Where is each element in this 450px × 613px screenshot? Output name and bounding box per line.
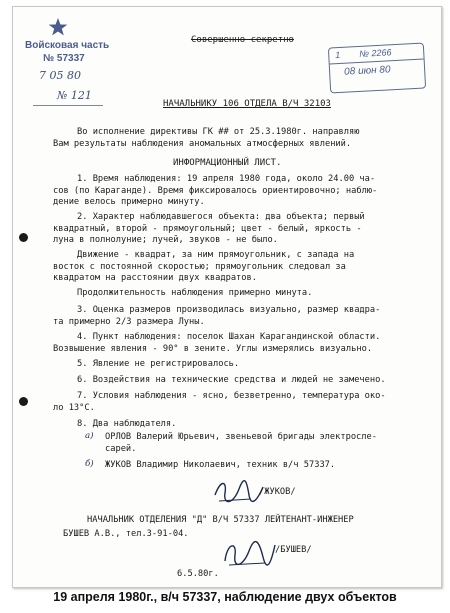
registration-line2: № 2266 <box>358 47 392 59</box>
observer-b: ЖУКОВ Владимир Николаевич, техник в/ч 57337. <box>105 460 336 470</box>
chief-line-1: НАЧАЛЬНИК ОТДЕЛЕНИЯ "Д" В/Ч 57337 ЛЕЙТЕНАНТ-ИНЖЕНЕР <box>87 515 354 525</box>
paragraph-4: 4. Пункт наблюдения: поселок Шахан Карагандинской области. Возвышение явления - 90° в зените. Углы измерялись визуально. <box>53 332 381 354</box>
signature-bushev <box>219 535 277 571</box>
registration-divider <box>330 59 424 65</box>
registration-stamp <box>328 43 426 94</box>
chief-line-2: БУШЕВ А.В., тел.3-91-04. <box>63 529 189 539</box>
paragraph-7: 7. Условия наблюдения - ясно, безветренно, температура око- ло 13°С. <box>53 391 386 413</box>
signature-name-2: /БУШЕВ/ <box>275 545 312 555</box>
stamp-underline <box>33 105 103 106</box>
paragraph-movement: Движение - квадрат, за ним прямоугольник, с запада на восток с постоянной скоростью; прямоугольник следовал за квадратом на расстоянии двух квадратов. <box>53 250 355 284</box>
observer-mark-a: а) <box>85 431 94 441</box>
paragraph-5: 5. Явление не регистрировалось. <box>77 359 240 369</box>
paragraph-6: 6. Воздействия на технические средства и людей не замечено. <box>77 375 386 385</box>
paragraph-8: 8. Два наблюдателя. <box>77 419 177 429</box>
document-sheet <box>12 6 442 588</box>
addressee: НАЧАЛЬНИКУ 106 ОТДЕЛА В/Ч 32103 <box>163 99 331 109</box>
unit-stamp-line1: Войсковая часть <box>25 40 110 51</box>
red-star-icon <box>48 17 68 37</box>
intro-line-2: Вам результаты наблюдения аномальных атмосферных явлений. <box>53 139 352 149</box>
binder-hole-top <box>19 233 28 242</box>
paragraph-3: 3. Оценка размеров производилась визуально, размер квадра- та примерно 2/3 размера Луны. <box>53 305 381 327</box>
signature-name-1: /ЖУКОВ/ <box>259 487 296 497</box>
paragraph-1: 1. Время наблюдения: 19 апреля 1980 года, около 24.00 ча- сов (по Караганде). Время фиксировалось ориентировочно; наблю- дение велось примерно минуту. <box>53 174 378 208</box>
struck-classification: Совершенно секретно <box>191 35 294 45</box>
registration-line3: 08 июн 80 <box>343 64 391 78</box>
unit-stamp-line2: № 57337 <box>43 53 85 64</box>
observer-mark-b: б) <box>85 459 94 469</box>
stamp-handwritten-number: № 121 <box>57 89 92 102</box>
paragraph-duration: Продолжительность наблюдения примерно минута. <box>77 288 313 298</box>
image-caption: 19 апреля 1980г., в/ч 57337, наблюдение двух объектов <box>53 590 397 604</box>
document-title: ИНФОРМАЦИОННЫЙ ЛИСТ. <box>173 158 282 168</box>
registration-line1: 1 <box>335 49 341 61</box>
intro-line-1: Во исполнение директивы ГК ## от 25.3.1980г. направляю <box>77 127 360 137</box>
paragraph-2: 2. Характер наблюдавшегося объекта: два объекта; первый квадратный, второй - прямоугольный; цвет - белый, яркость - луна в полнолуние; лучей, звуков - не было. <box>53 212 365 246</box>
binder-hole-bottom <box>19 397 28 406</box>
document-date: 6.5.80г. <box>177 569 219 579</box>
observer-a: ОРЛОВ Валерий Юрьевич, звеньевой бригады электрослe- сарей. <box>105 432 377 454</box>
stamp-handwritten-date: 7 05 80 <box>39 69 81 82</box>
